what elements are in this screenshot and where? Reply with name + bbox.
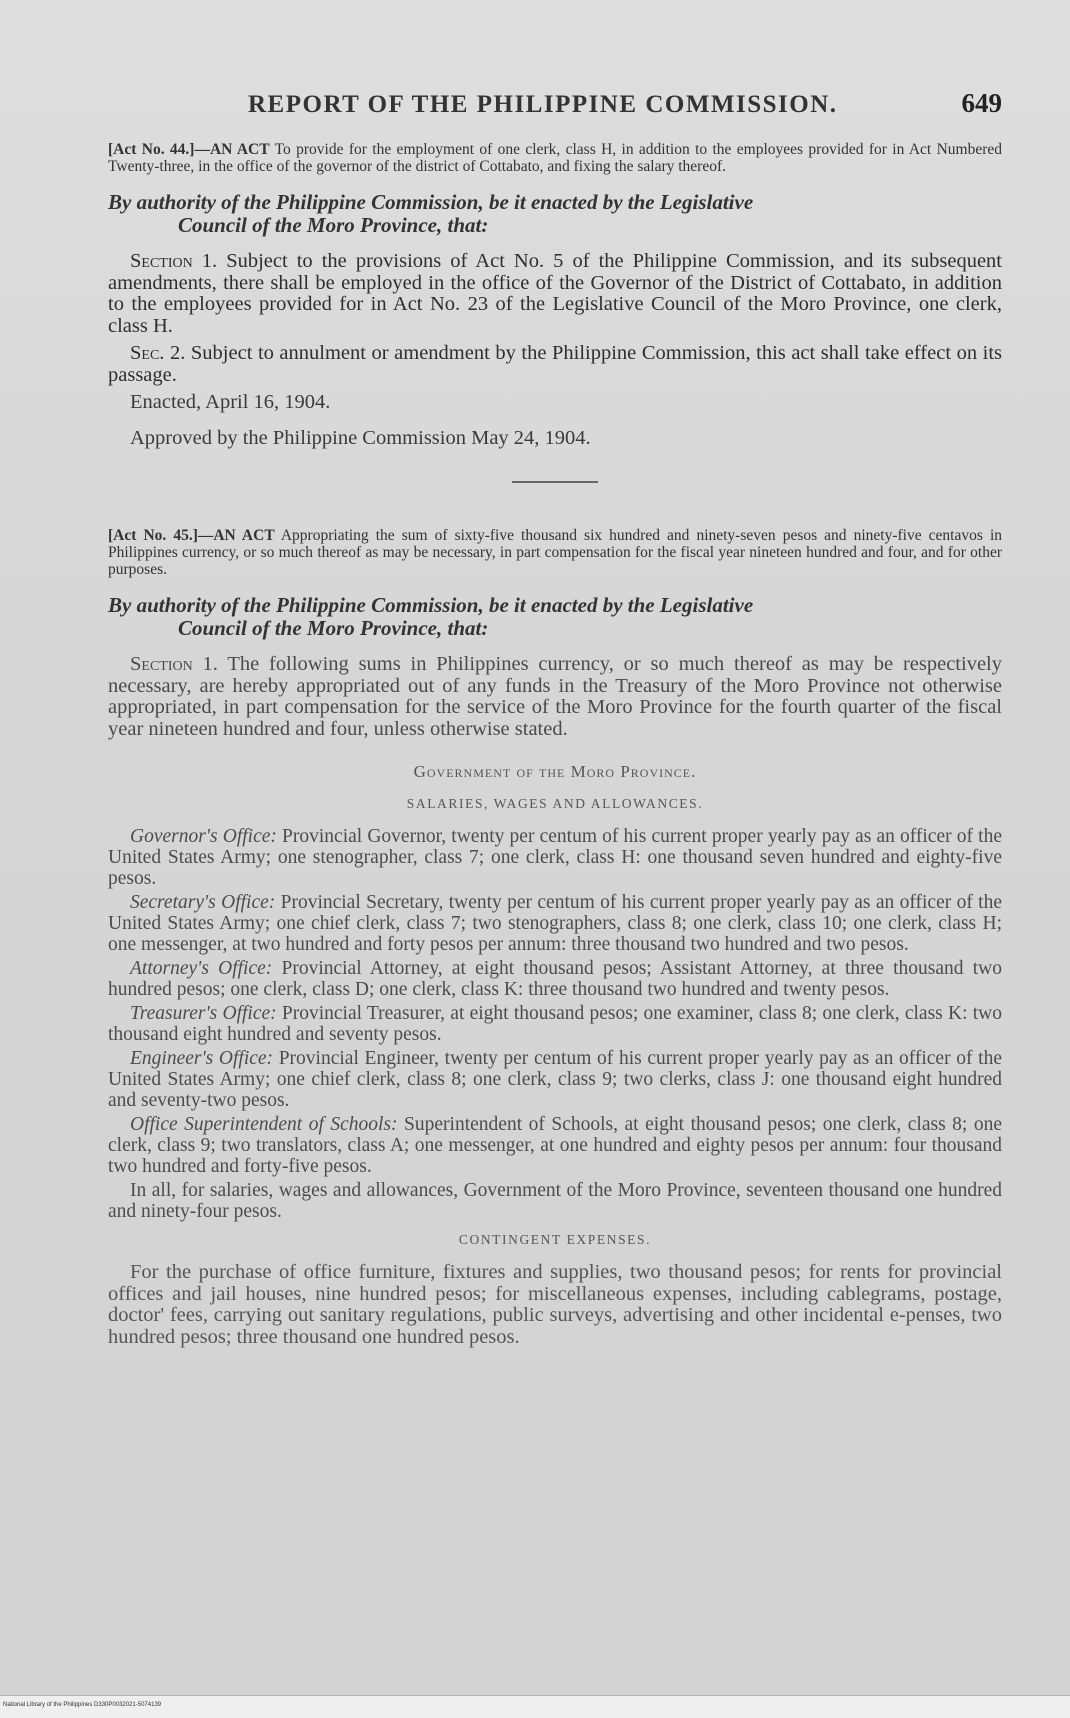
act44-heading: [108, 141, 1002, 175]
office-name: Attorney's Office:: [130, 958, 273, 979]
act44-enacted-date: Enacted, April 16, 1904.: [130, 391, 331, 413]
office-entry: [108, 1003, 1002, 1045]
salaries-heading: SALARIES, WAGES AND ALLOWANCES.: [406, 796, 704, 811]
act44-heading-lead: [Act No. 44.]—AN ACT: [108, 141, 270, 158]
office-text: Provincial Attorney, at eight thousand pesos; Assistant Attorney, at three thousand two hundred pesos; one clerk, class D; one clerk, class K: three thousand two hundred and twenty pesos.: [108, 958, 1003, 1000]
act44-section-1-label: Section 1.: [130, 250, 218, 272]
act44-section-2-text: Subject to annulment or amendment by the Philippine Commission, this act shall take effect on its passage.: [108, 342, 1002, 386]
office-name: Treasurer's Office:: [130, 1003, 277, 1024]
act44-section-1: [108, 251, 1002, 337]
office-entry: [108, 892, 1002, 955]
act44-enacting-clause: [108, 191, 1002, 237]
act44-enact-line2: Council of the Moro Province, that:: [178, 213, 489, 237]
section-divider: [512, 481, 598, 483]
office-entry: [108, 958, 1002, 1000]
scan-footer-text: National Library of the Philippines D330P0032021-5074139: [3, 1702, 162, 1708]
act45-heading-text: Appropriating the sum of sixty-five thousand six hundred and ninety-seven pesos and ninety-five centavos in Philippines currency, or so much thereof as may be necessary, in part compensation for the fiscal year nineteen hundred and four, and for other purposes.: [108, 527, 1002, 578]
page-number: 649: [961, 88, 1002, 118]
act45-enact-line1: By authority of the Philippine Commission, be it enacted by the Legislative: [108, 593, 754, 617]
act45-heading: [108, 527, 1002, 578]
act44-enact-line1: By authority of the Philippine Commission, be it enacted by the Legislative: [108, 190, 754, 214]
act44-section-2-label: Sec. 2.: [130, 342, 186, 364]
office-name: Secretary's Office:: [130, 892, 276, 913]
act45-enacting-clause: [108, 594, 1002, 640]
act45-enact-line2: Council of the Moro Province, that:: [178, 616, 489, 640]
office-name: Engineer's Office:: [130, 1048, 274, 1069]
act44-section-1-text: Subject to the provisions of Act No. 5 of the Philippine Commission, and its subsequent amendments, there shall be employed in the office of the Governor of the District of Cottabato, in addition to the employees provided for in Act No. 23 of the Legislative Council of the Moro Province, one clerk, class H.: [108, 250, 1002, 337]
office-text: Provincial Treasurer, at eight thousand pesos; one examiner, class 8; one clerk, class K: two thousand eight hundred and seventy pesos.: [108, 1003, 1002, 1045]
office-text: Provincial Engineer, twenty per centum of his current proper yearly pay as an officer of the United States Army; one chief clerk, class 8; one clerk, class 9; two clerks, class J: one thousand eight hundred and seventy-two pesos.: [108, 1048, 1002, 1111]
page-header: [248, 88, 1002, 119]
act45-section-1-text: The following sums in Philippines currency, or so much thereof as may be respectively necessary, are hereby appropriated out of any funds in the Treasury of the Moro Province not otherwise appropriated, in part compensation for the service of the Moro Province for the fourth quarter of the fiscal year nineteen hundred and four, unless otherwise stated.: [108, 653, 1002, 740]
scan-footer: [0, 1695, 1070, 1718]
office-entry: [108, 826, 1002, 889]
office-text: Superintendent of Schools, at eight thousand pesos; one clerk, class 8; one clerk, class 9; two translators, class A; one messenger, at one hundred and eighty pesos per annum: four thousand two hundred and forty-five pesos.: [108, 1114, 1002, 1177]
act44-heading-text: To provide for the employment of one clerk, class H, in addition to the employees provided for in Act Numbered Twenty-three, in the office of the governor of the district of Cottabato, and fixing the salary thereof.: [108, 141, 1003, 175]
act45-section-1-label: Section 1.: [130, 653, 218, 675]
office-entry: [108, 1048, 1002, 1111]
in-all-total: In all, for salaries, wages and allowances, Government of the Moro Province, seventeen thousand one hundred and ninety-four pesos.: [108, 1180, 1002, 1222]
act45-section-1: [108, 654, 1002, 740]
act44-section-2: [108, 343, 1002, 386]
office-list: [108, 826, 1002, 1222]
office-name: Office Superintendent of Schools:: [130, 1114, 398, 1135]
office-text: Provincial Governor, twenty per centum of his current proper yearly pay as an officer of the United States Army; one stenographer, class 7; one clerk, class H: one thousand seven hundred and eighty-five pesos.: [108, 826, 1002, 889]
contingent-expenses-text: For the purchase of office furniture, fixtures and supplies, two thousand pesos; for rents for provincial offices and jail houses, nine hundred pesos; for miscellaneous expenses, including cablegrams, postage, doctor' fees, carrying out sanitary regulations, public surveys, advertising and other incidental e-penses, two hundred pesos; three thousand one hundred pesos.: [108, 1261, 1002, 1348]
office-text: Provincial Secretary, twenty per centum of his current proper yearly pay as an officer of the United States Army; one chief clerk, class 7; two stenographers, class 8; one clerk, class 10; one clerk, class H; one messenger, at two hundred and forty pesos per annum: three thousand two hundred and two pesos.: [108, 892, 1002, 955]
running-head: REPORT OF THE PHILIPPINE COMMISSION.: [248, 91, 838, 118]
act44-approved-date: Approved by the Philippine Commission May 24, 1904.: [130, 426, 591, 449]
office-name: Governor's Office:: [130, 826, 277, 847]
contingent-heading: CONTINGENT EXPENSES.: [458, 1232, 652, 1247]
office-entry: [108, 1114, 1002, 1177]
government-heading: Government of the Moro Province.: [413, 762, 697, 781]
act45-heading-lead: [Act No. 45.]—AN ACT: [108, 527, 275, 544]
